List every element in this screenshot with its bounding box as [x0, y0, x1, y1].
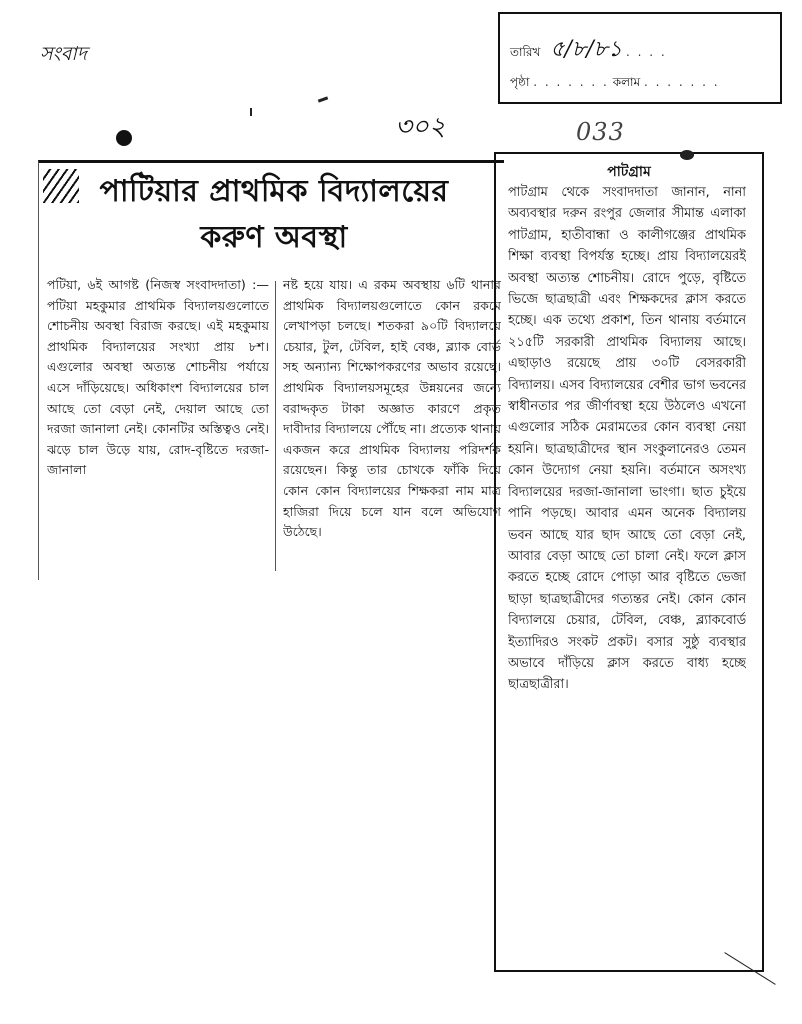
right-article-body: পাটগ্রাম থেকে সংবাদদাতা জানান, নানা অব্যবস্থার দরুন রংপুর জেলার সীমান্ত এলাকা পাটগ্রাম, হাতীবান্ধা ও কালীগঞ্জের প্রাথমিক শিক্ষা ব্যবস্থা বিপর্যস্ত হচ্ছে। প্রায় বিদ্যালয়েরই অবস্থা অত্যন্ত শোচনীয়। রোদে পুড়ে, বৃষ্টিতে ভিজে ছাত্রছাত্রী এবং শিক্ষকদের ক্লাস করতে হচ্ছে। এক তথ্যে প্রকাশ, তিন থানায় বর্তমানে ২১৫টি সরকারী প্রাথমিক বিদ্যালয় আছে। এছাড়াও রয়েছে প্রায় ৩০টি বেসরকারী বিদ্যালয়। এসব বিদ্যালয়ের বেশীর ভাগ ভবনের স্বাধীনতার পর জীর্ণাবস্থা হয়ে উঠলেও এখনো এগুলোর সঠিক মেরামতের কোন ব্যবস্থা নেয়া হয়নি। ছাত্রছাত্রীদের স্থান সংকুলানেরও তেমন কোন উদ্যোগ নেয়া হয়নি। বর্তমানে অসংখ্য বিদ্যালয়ের দরজা-জানালা ভাংগা। ছাত চুইয়ে পানি পড়ছে। আবার এমন অনেক বিদ্যালয় ভবন আছে যার ছাদ আছে তো বেড়া নেই, আবার বেড়া আছে তো চালা নেই। ফলে ক্লাস করতে হচ্ছে রোদে পোড়া আর বৃষ্টিতে ভেজা ছাড়া ছাত্রছাত্রীদের গত্যন্তর নেই। কোন কোন বিদ্যালয়ে চেয়ার, টেবিল, বেঞ্চ, ব্ল্যাকবোর্ড ইত্যাদিরও সংকট প্রকট। বসার সুষ্ঠু ব্যবস্থার অভাবে দাঁড়িয়ে ক্লাস করতে বাধ্য হচ্ছে ছাত্রছাত্রীরা।	[508, 185, 746, 693]
left-article-column-1: পটিয়া, ৬ই আগষ্ট (নিজস্ব সংবাদদাতা) :—পটিয়া মহকুমার প্রাথমিক বিদ্যালয়গুলোতে শোচনীয় অবস্থা বিরাজ করছে। এই মহকুমায় প্রাথমিক বিদ্যালয়ের সংখ্যা প্রায় ৮শ। এগুলোর অবস্থা অত্যন্ত শোচনীয় পর্যায়ে এসে দাঁড়িয়েছে। অধিকাংশ বিদ্যালয়ের চাল আছে তো বেড়া নেই, দেয়াল আছে তো দরজা জানালা নেই। কোনটির অস্তিত্বও নেই। ঝড়ে চাল উড়ে যায়, রোদ-বৃষ্টিতে দরজা-জানালা	[47, 277, 269, 478]
archive-stamp-box	[498, 12, 782, 104]
stamp-page-row	[510, 74, 720, 94]
left-article-column-2: নষ্ট হয়ে যায়। এ রকম অবস্থায় ৬টি থানার প্রাথমিক বিদ্যালয়গুলোতে কোন রকমে লেখাপড়া চলছে। শতকরা ৯০টি বিদ্যালয়ে চেয়ার, টুল, টেবিল, হাই বেঞ্চ, ব্ল্যাক বোর্ড সহ অন্যান্য শিক্ষোপকরণের অভাব রয়েছে। প্রাথমিক বিদ্যালয়সমূহের উন্নয়নের জন্যে বরাদ্দকৃত টাকা অজ্ঞাত কারণে প্রকৃত দাবীদার বিদ্যালয়ে পৌঁছে না। প্রত্যেক থানায় একজন করে প্রাথমিক বিদ্যালয় পরিদর্শক রয়েছেন। কিন্তু তার চোখকে ফাঁকি দিয়ে কোন কোন বিদ্যালয়ের শিক্ষকরা নাম মাত্র হাজিরা দিয়ে চলে যান বলে অভিযোগ উঠেছে।	[283, 277, 501, 540]
stamp-page-label: পৃষ্ঠা	[510, 75, 530, 89]
headline-hatch-mark	[43, 169, 79, 203]
right-article-heading: পাটগ্রাম	[607, 164, 651, 180]
scan-speck	[250, 108, 252, 116]
stamp-date-row	[510, 32, 667, 69]
right-news-clipping	[494, 152, 764, 972]
stamp-column-dots: . . . . . . .	[644, 75, 720, 89]
stamp-date-dots: . . . .	[626, 45, 667, 59]
column-divider	[275, 281, 276, 571]
punch-hole	[116, 130, 132, 146]
stamp-column-label: কলাম	[612, 75, 641, 89]
stamp-page-dots: . . . . . . .	[533, 75, 609, 89]
stamp-date-label: তারিখ	[510, 45, 541, 59]
stamp-date-value: ৫/৮/৮১	[550, 37, 623, 62]
left-news-clipping	[38, 160, 504, 580]
left-article-headline: পাটিয়ার প্রাথমিক বিদ্যালয়ের করুণ অবস্থা	[99, 174, 449, 255]
scan-speck	[680, 150, 694, 160]
stamped-serial-number: 033	[576, 118, 625, 146]
scan-speck	[318, 96, 328, 102]
handwritten-page-number: ৩০২	[395, 112, 446, 142]
handwritten-source-label: সংবাদ	[40, 43, 87, 65]
